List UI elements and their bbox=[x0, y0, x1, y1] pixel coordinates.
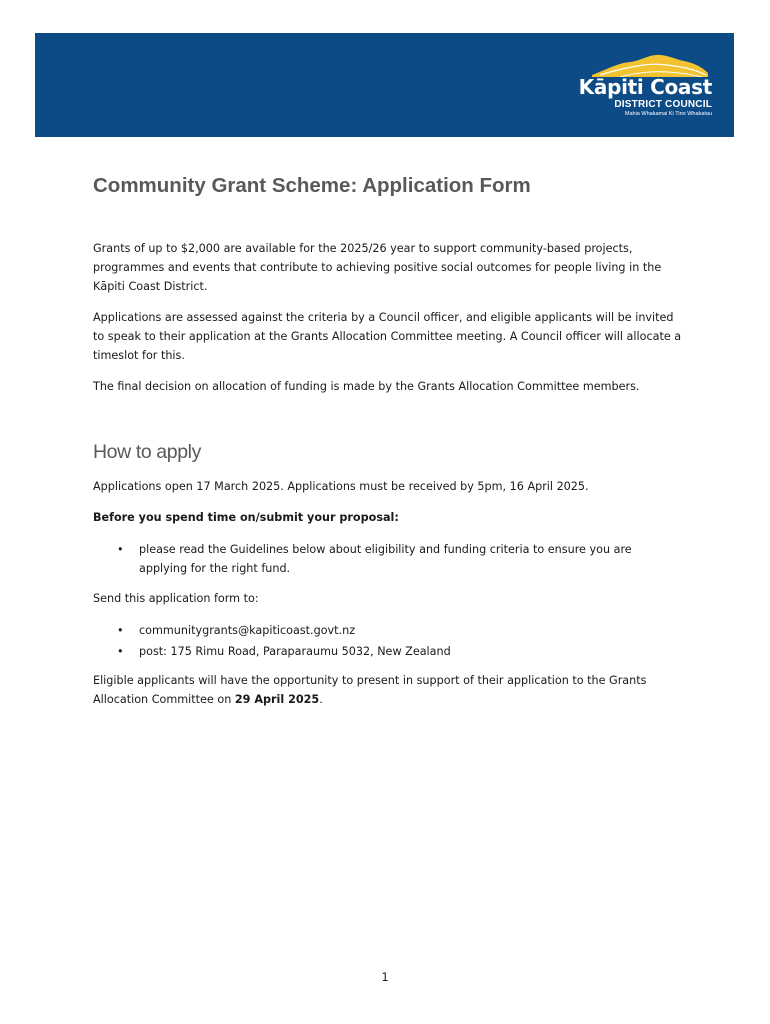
application-dates: Applications open 17 March 2025. Applications must be received by 5pm, 16 April 2025. bbox=[93, 480, 589, 493]
how-to-apply-heading: How to apply bbox=[93, 441, 201, 463]
closing-paragraph bbox=[93, 671, 683, 709]
list-item bbox=[93, 540, 683, 578]
before-you-submit-list bbox=[93, 540, 683, 578]
bullet-icon: • bbox=[117, 624, 124, 637]
intro-paragraph-2: Applications are assessed against the criteria by a Council officer, and eligible applicants will be invited to speak to their application at the Grants Allocation Committee meeting. A Council officer will allocate a timeslot for this. bbox=[93, 311, 682, 363]
closing-text: Eligible applicants will have the opportunity to present in support of their application to the Grants Allocation Committee on bbox=[93, 674, 647, 707]
before-you-submit-heading: Before you spend time on/submit your proposal: bbox=[93, 511, 399, 524]
council-logo bbox=[572, 53, 712, 119]
presentation-date: 29 April 2025 bbox=[234, 693, 320, 707]
list-item bbox=[93, 642, 683, 661]
bullet-icon: • bbox=[117, 543, 124, 556]
logo-council: DISTRICT COUNCIL bbox=[614, 99, 712, 110]
list-item-text: please read the Guidelines below about eligibility and funding criteria to ensure you are applying for the right fund. bbox=[139, 543, 632, 576]
logo-name: Kāpiti Coast bbox=[578, 75, 712, 99]
list-item bbox=[93, 621, 683, 640]
page-title: Community Grant Scheme: Application Form bbox=[93, 174, 531, 197]
logo-tagline: Mahia Whakamai Ki Tino Whakatau bbox=[624, 111, 712, 117]
intro-paragraph-1: Grants of up to $2,000 are available for the 2025/26 year to support community-based projects, programmes and events that contribute to achieving positive social outcomes for people living in the Kāpiti Coast District. bbox=[93, 242, 662, 294]
header-banner bbox=[35, 33, 734, 137]
email-address: communitygrants@kapiticoast.govt.nz bbox=[139, 624, 356, 637]
closing-punctuation: . bbox=[319, 693, 323, 707]
intro-paragraph-3: The final decision on allocation of funding is made by the Grants Allocation Committee members. bbox=[93, 380, 640, 393]
send-to-label: Send this application form to: bbox=[93, 592, 259, 605]
send-to-list bbox=[93, 621, 683, 661]
postal-address: post: 175 Rimu Road, Paraparaumu 5032, New Zealand bbox=[139, 645, 451, 659]
bullet-icon: • bbox=[117, 645, 124, 659]
mountains-logo-icon bbox=[590, 53, 710, 77]
page-number: 1 bbox=[381, 971, 389, 984]
